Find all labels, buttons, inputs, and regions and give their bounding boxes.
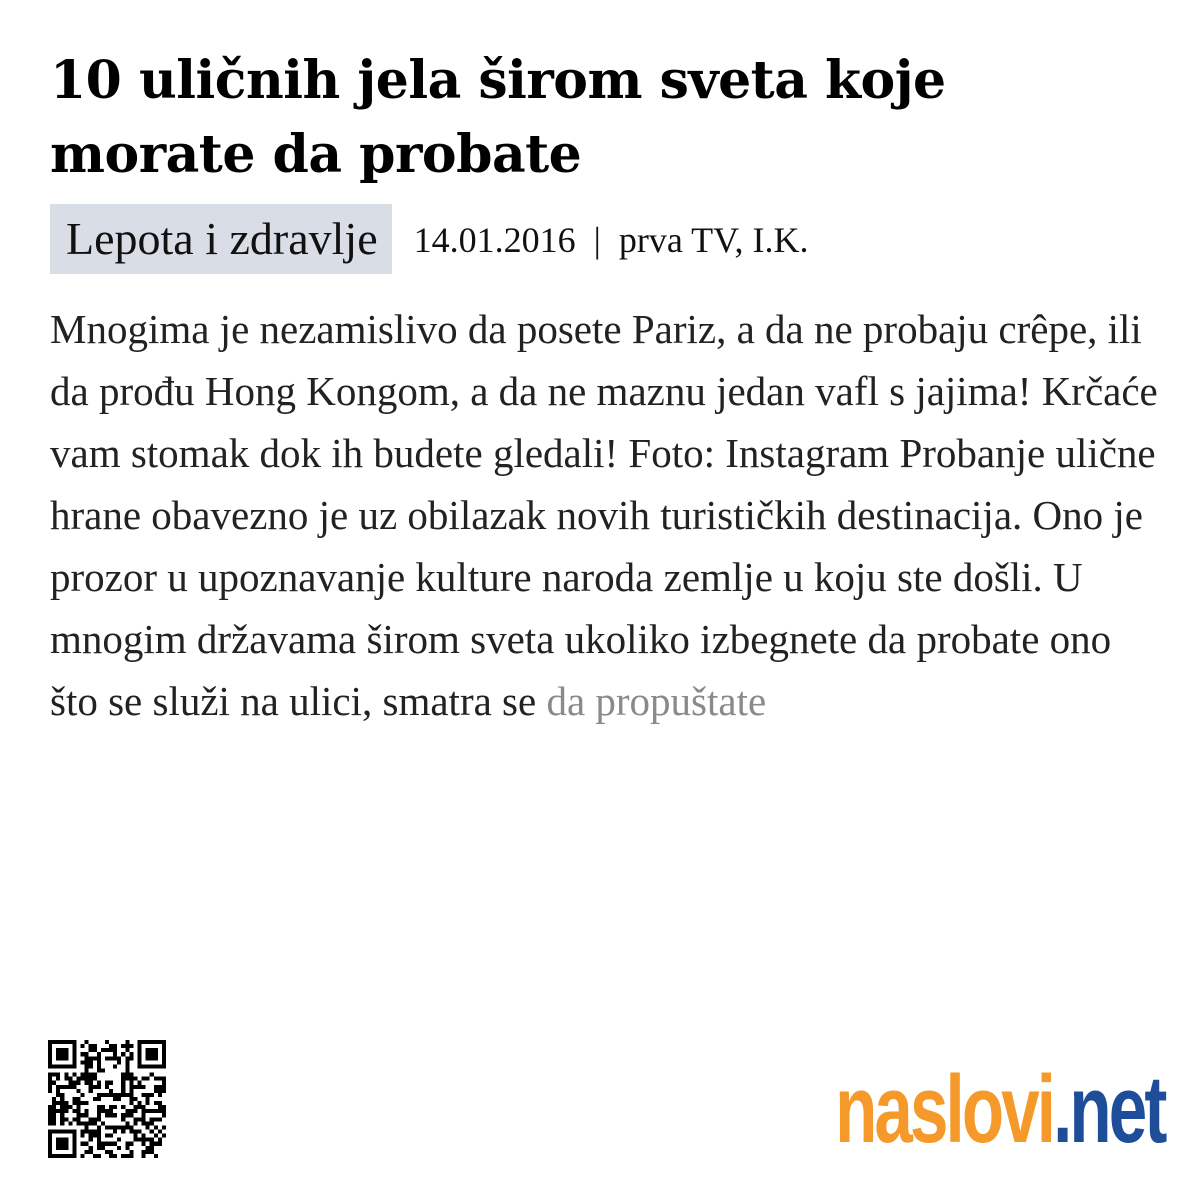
logo-part-naslovi: naslovi — [834, 1056, 1053, 1163]
article-title[interactable]: 10 uličnih jela širom sveta koje morate da probate — [50, 50, 946, 185]
logo-part-net: .net — [1052, 1056, 1164, 1163]
excerpt-text: Mnogima je nezamislivo da posete Pariz, a da ne probaju crêpe, ili da prođu Hong Kongom, a da ne maznu jedan vafl s jajima! Krčaće vam stomak dok ih budete gledali! Foto: Instagram Probanje ulične hrane obavezno je uz obilazak novih turističkih destinacija. Ono je prozor u upoznavanje kulture naroda zemlje u koju ste došli. U mnogim državama širom sveta ukoliko izbegnete da probate ono što se služi na ulici, smatra se — [50, 306, 1158, 724]
publish-date: 14.01.2016 — [413, 220, 576, 260]
qr-code-icon — [48, 1040, 166, 1158]
excerpt-fade-text: da propuštate — [546, 678, 767, 724]
category-badge[interactable]: Lepota i zdravlje — [50, 204, 392, 274]
article — [50, 44, 1160, 732]
meta-info — [414, 222, 809, 258]
article-meta — [50, 204, 1160, 274]
article-source: prva TV, I.K. — [618, 220, 809, 260]
naslovi-logo[interactable] — [835, 1050, 1164, 1170]
meta-separator: | — [593, 220, 601, 260]
article-excerpt — [50, 298, 1160, 732]
